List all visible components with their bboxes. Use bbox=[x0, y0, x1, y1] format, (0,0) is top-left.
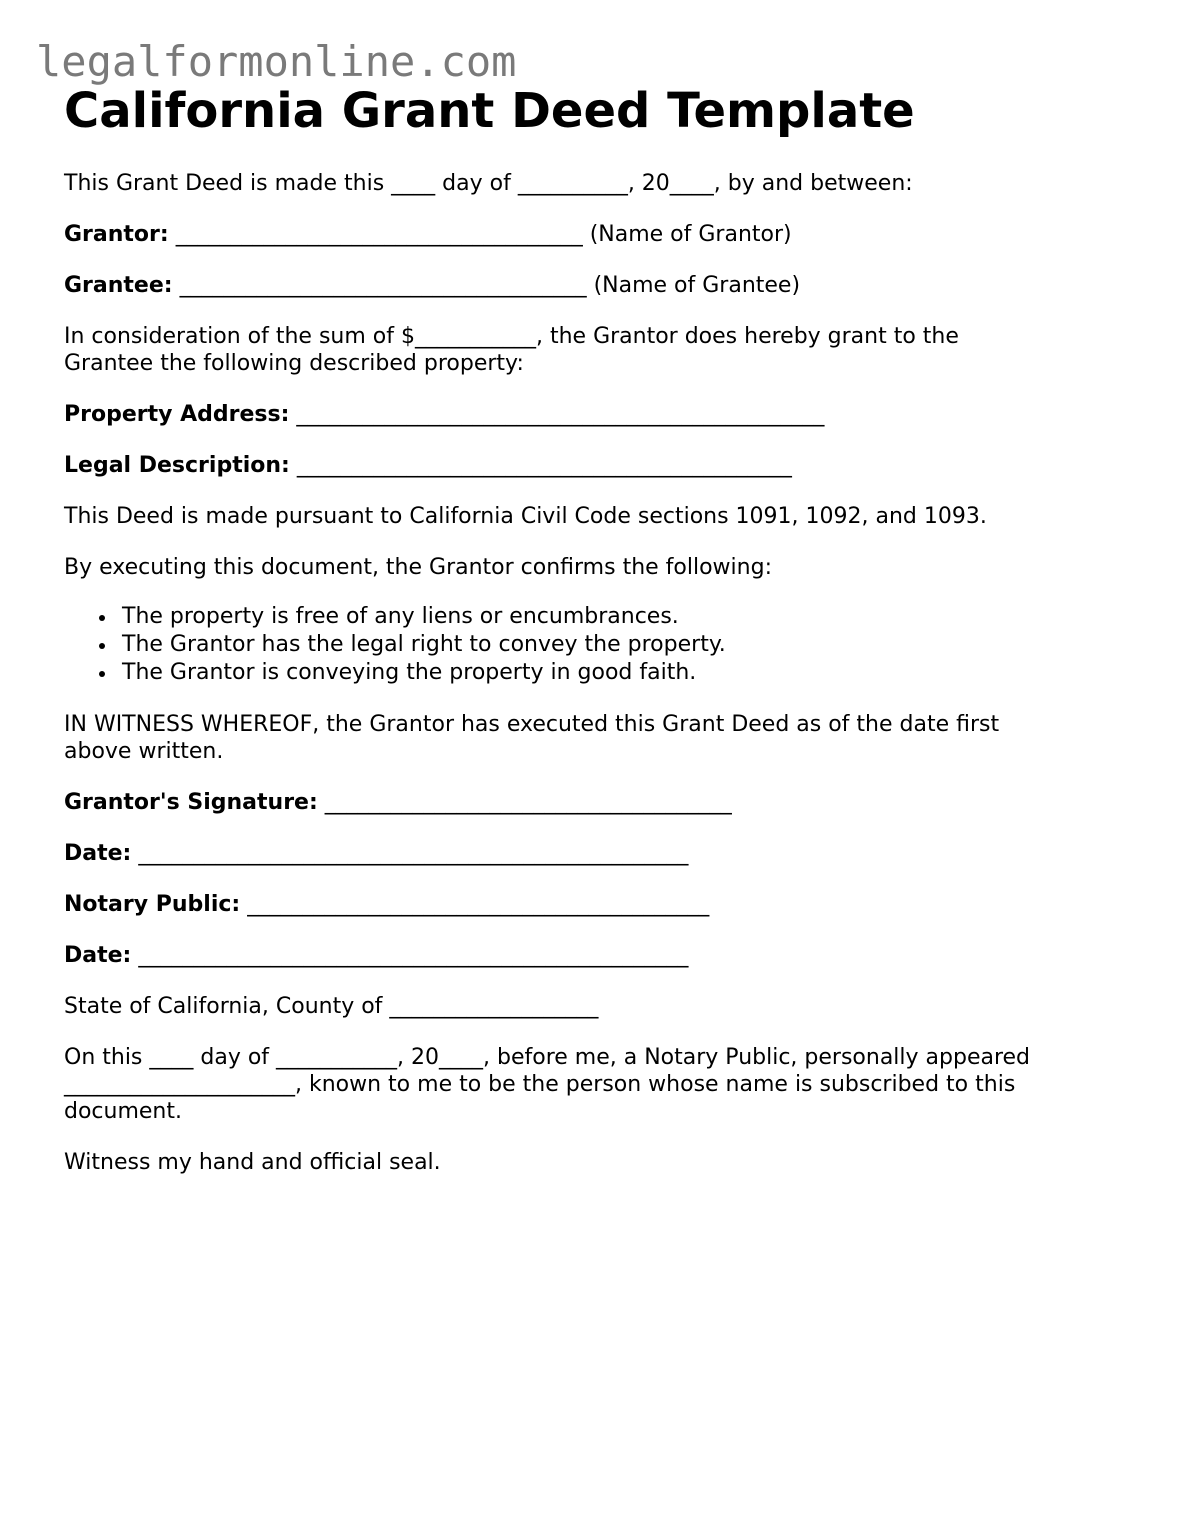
consideration-line-2: Grantee the following described property: bbox=[64, 351, 524, 376]
page-title: California Grant Deed Template bbox=[64, 83, 915, 139]
date-label-2: Date: bbox=[64, 943, 132, 968]
county-paragraph: State of California, County of ___________________ bbox=[64, 994, 599, 1019]
notary-acknowledgment bbox=[64, 1044, 1124, 1125]
civil-code-paragraph: This Deed is made pursuant to California Civil Code sections 1091, 1092, and 1093. bbox=[64, 504, 987, 529]
confirmation-list bbox=[64, 603, 1124, 687]
legal-description-line: _____________________________________________ bbox=[296, 453, 792, 478]
grantor-field bbox=[64, 221, 1124, 248]
grantor-line: _____________________________________ (Name of Grantor) bbox=[175, 222, 792, 247]
list-item: The Grantor is conveying the property in good faith. bbox=[122, 659, 1124, 687]
grantee-line: _____________________________________ (Name of Grantee) bbox=[179, 273, 801, 298]
date-field-1 bbox=[64, 840, 1124, 867]
intro-paragraph: This Grant Deed is made this ____ day of __________, 20____, by and between: bbox=[64, 171, 913, 196]
watermark-text: legalformonline.com bbox=[36, 37, 517, 86]
list-item: The Grantor has the legal right to convey the property. bbox=[122, 631, 1124, 659]
grantor-signature-line: _____________________________________ bbox=[324, 790, 732, 815]
witness-line-2: above written. bbox=[64, 739, 224, 764]
consideration-paragraph bbox=[64, 323, 1124, 377]
date-line-1: __________________________________________________ bbox=[138, 841, 689, 866]
consideration-line-1: In consideration of the sum of $___________, the Grantor does hereby grant to the bbox=[64, 324, 959, 349]
notary-line-2: _____________________, known to me to be the person whose name is subscribed to this bbox=[64, 1072, 1016, 1097]
property-address-line: ________________________________________________ bbox=[296, 402, 825, 427]
list-item: The property is free of any liens or encumbrances. bbox=[122, 603, 1124, 631]
legal-description-label: Legal Description: bbox=[64, 453, 290, 478]
witness-line-1: IN WITNESS WHEREOF, the Grantor has executed this Grant Deed as of the date first bbox=[64, 712, 1000, 737]
seal-paragraph: Witness my hand and official seal. bbox=[64, 1150, 441, 1175]
confirms-paragraph: By executing this document, the Grantor confirms the following: bbox=[64, 555, 772, 580]
grantor-signature-label: Grantor's Signature: bbox=[64, 790, 318, 815]
grantor-label: Grantor: bbox=[64, 222, 169, 247]
date-label-1: Date: bbox=[64, 841, 132, 866]
grantee-label: Grantee: bbox=[64, 273, 173, 298]
date-line-2: __________________________________________________ bbox=[138, 943, 689, 968]
notary-public-line: __________________________________________ bbox=[247, 892, 710, 917]
grantor-signature-field bbox=[64, 789, 1124, 816]
notary-line-1: On this ____ day of ___________, 20____, before me, a Notary Public, personally appeared bbox=[64, 1045, 1031, 1070]
notary-line-3: document. bbox=[64, 1099, 182, 1124]
document-body bbox=[64, 80, 1124, 1176]
legal-description-field bbox=[64, 452, 1124, 479]
notary-public-label: Notary Public: bbox=[64, 892, 241, 917]
notary-public-field bbox=[64, 891, 1124, 918]
grantee-field bbox=[64, 272, 1124, 299]
witness-paragraph bbox=[64, 711, 1124, 765]
property-address-label: Property Address: bbox=[64, 402, 290, 427]
date-field-2 bbox=[64, 942, 1124, 969]
property-address-field bbox=[64, 401, 1124, 428]
